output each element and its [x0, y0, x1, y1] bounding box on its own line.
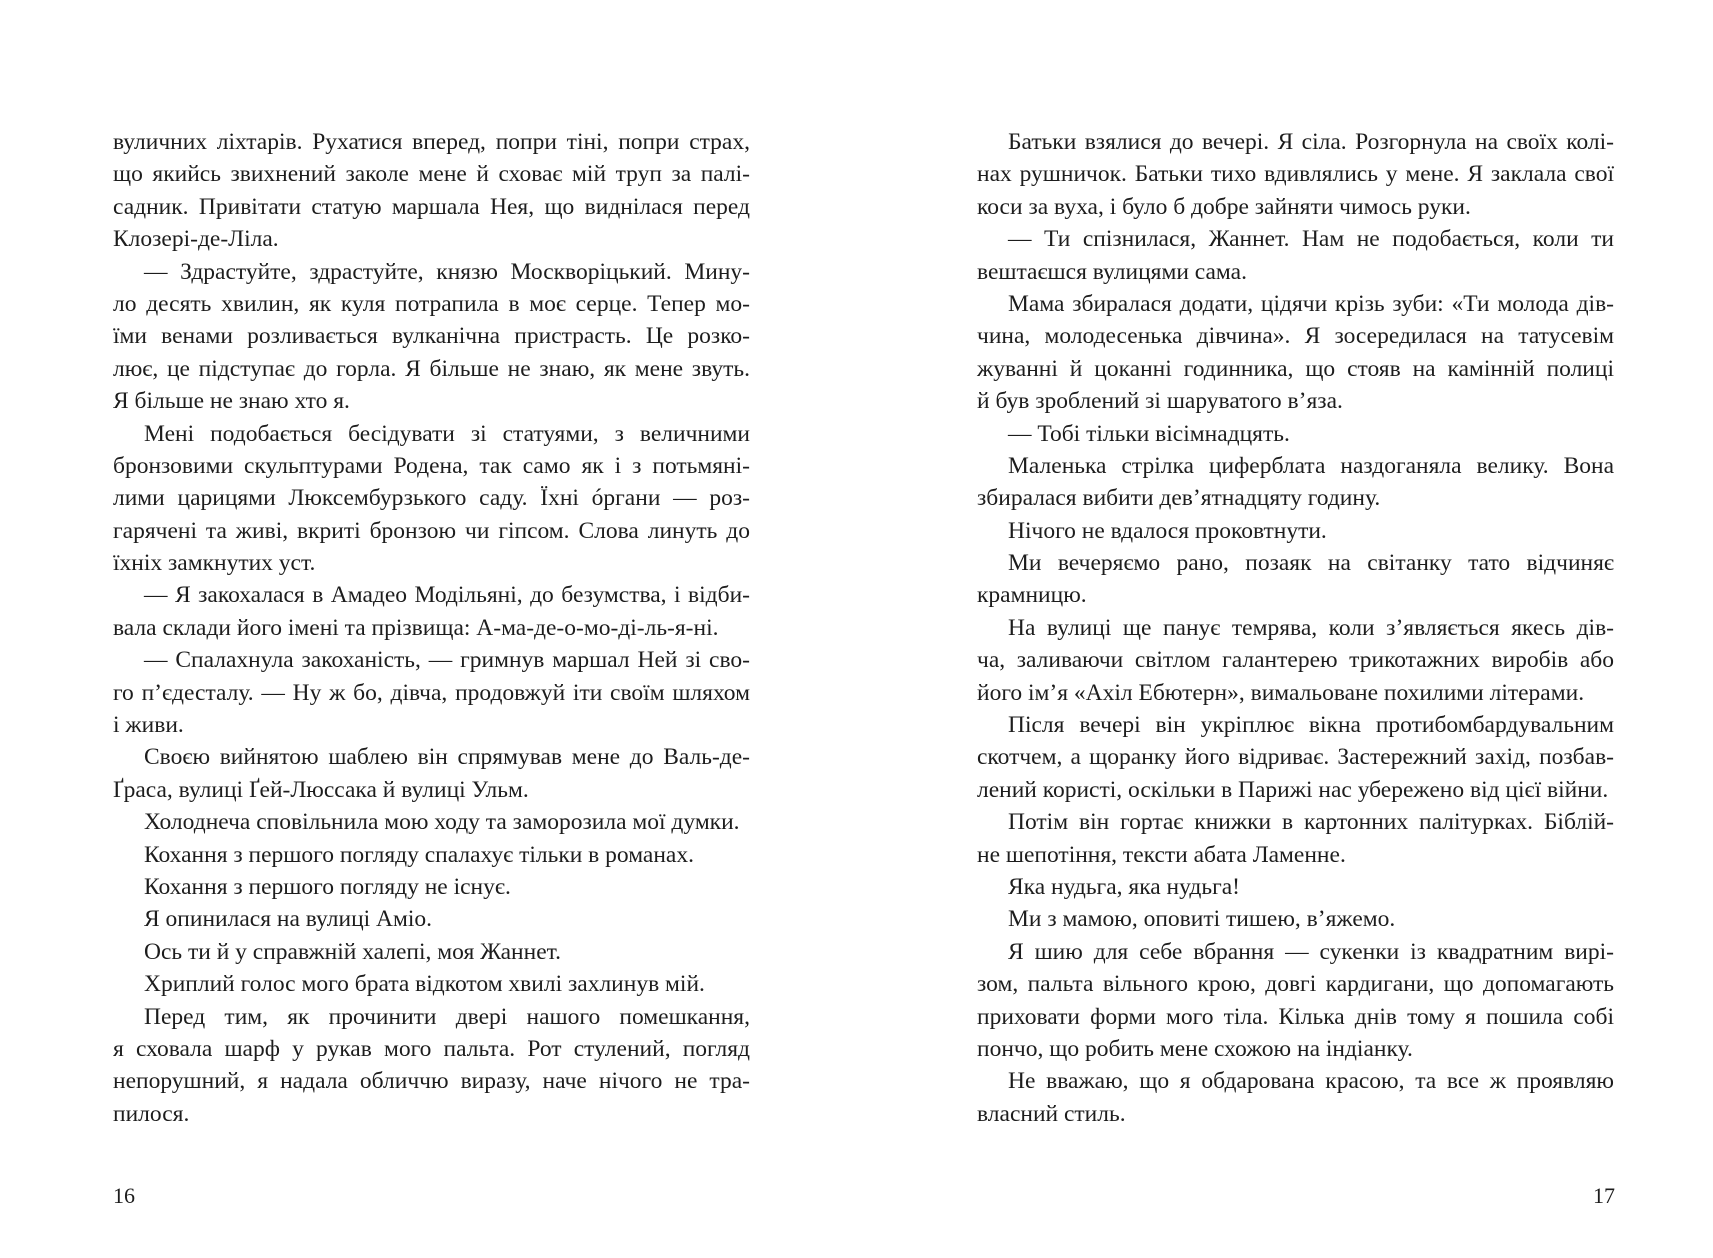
text-line: їхніх замкнутих уст.: [113, 550, 316, 577]
text-line: го п’єдесталу. — Ну ж бо, дівча, продовжуй іти своїм шляхом: [113, 679, 750, 706]
text-line: чина, молодесенька дівчина». Я зосередилася на татусевім: [977, 323, 1614, 350]
text-line: власний стиль.: [977, 1100, 1126, 1127]
text-line: Нічого не вдалося проковтнути.: [1008, 517, 1327, 544]
text-line: Перед тим, як прочинити двері нашого помешкання,: [144, 1003, 750, 1030]
text-line: не шепотіння, тексти абата Ламенне.: [977, 841, 1346, 868]
text-line: вуличних ліхтарів. Рухатися вперед, попри тіні, попри страх,: [113, 129, 750, 155]
text-line: Кохання з першого погляду спалахує тільки в романах.: [144, 841, 694, 868]
text-line: жуванні й цоканні годинника, що стояв на камінній полиці: [977, 355, 1614, 382]
text-line: лює, це підступає до горла. Я більше не знаю, як мене звуть.: [113, 355, 750, 382]
text-line: Після вечері він укріплює вікна протибомбардувальним: [1008, 712, 1614, 739]
text-line: бронзовими скульптурами Родена, так само як і з потьмяні-: [113, 452, 750, 479]
text-line: — Я закохалася в Амадео Модільяні, до безумства, і відби-: [144, 582, 750, 609]
text-line: нах рушничок. Батьки тихо вдивлялись у мене. Я заклала свої: [977, 161, 1614, 188]
text-line: приховати форми мого тіла. Кілька днів тому я пошила собі: [977, 1003, 1614, 1030]
text-line: пончо, що робить мене схожою на індіанку.: [977, 1035, 1413, 1062]
left-page: [0, 0, 856, 1258]
text-line: садник. Привітати статую маршала Нея, що виднілася перед: [113, 193, 750, 220]
text-line: Потім він гортає книжки в картонних палітурках. Біблій-: [1008, 809, 1614, 836]
text-line: його ім’я «Ахіл Ебютерн», вимальоване похилими літерами.: [977, 679, 1585, 706]
text-line: Я більше не знаю хто я.: [113, 388, 350, 415]
text-line: Мені подобається бесідувати зі статуями, з величними: [144, 420, 750, 447]
text-line: Маленька стрілка циферблата наздоганяла велику. Вона: [1008, 452, 1614, 479]
text-line: Ґраса, вулиці Ґей-Люссака й вулиці Ульм.: [113, 776, 529, 803]
text-line: вала склади його імені та прізвища: А-ма-де-о-мо-ді-ль-я-ні.: [113, 614, 719, 641]
text-line: я сховала шарф у рукав мого пальта. Рот стулений, погляд: [113, 1035, 750, 1062]
text-line: Я опинилася на вулиці Аміо.: [144, 906, 433, 933]
text-line: пилося.: [113, 1100, 190, 1127]
text-line: Хриплий голос мого брата відкотом хвилі захлинув мій.: [144, 971, 705, 998]
text-line: Не вважаю, що я обдарована красою, та все ж проявляю: [1008, 1068, 1614, 1095]
left-page-number: 16: [113, 1183, 135, 1208]
text-line: Кохання з першого погляду не існує.: [144, 873, 511, 900]
text-line: їми венами розливається вулканічна пристрасть. Це розко-: [113, 323, 750, 350]
text-line: — Спалахнула закоханість, — гримнув маршал Ней зі сво-: [144, 647, 750, 674]
text-line: й був зроблений зі шаруватого в’яза.: [977, 388, 1343, 415]
text-line: Мама збиралася додати, цідячи крізь зуби: «Ти молода дів-: [1008, 290, 1614, 317]
text-line: Своєю вийнятою шаблею він спрямував мене до Валь-де-: [144, 744, 750, 771]
right-page-number: 17: [1593, 1183, 1615, 1208]
text-line: лими царицями Люксембурзького саду. Їхні óргани — роз-: [113, 485, 750, 512]
left-page-text: [113, 126, 750, 1130]
text-line: вештаєшся вулицями сама.: [977, 258, 1247, 285]
text-line: — Ти спізнилася, Жаннет. Нам не подобається, коли ти: [1008, 226, 1614, 253]
text-line: Ми з мамою, оповиті тишею, в’яжемо.: [1008, 906, 1396, 933]
text-line: коси за вуха, і було б добре зайняти чимось руки.: [977, 193, 1471, 220]
text-line: непорушний, я надала обличчю виразу, наче нічого не тра-: [113, 1068, 750, 1095]
text-line: і живи.: [113, 712, 184, 739]
text-line: скотчем, а щоранку його відриває. Застережний захід, позбав-: [977, 744, 1614, 771]
text-line: лений користі, оскільки в Парижі нас убережено від цієї війни.: [977, 776, 1609, 803]
text-line: — Здрастуйте, здрастуйте, князю Москворіцький. Мину-: [144, 258, 750, 285]
text-line: Я шию для себе вбрання — сукенки із квадратним вирі-: [1008, 938, 1614, 965]
text-line: Батьки взялися до вечері. Я сіла. Розгорнула на своїх колі-: [1008, 129, 1614, 155]
text-line: Яка нудьга, яка нудьга!: [1008, 873, 1240, 900]
right-page: [857, 0, 1713, 1258]
text-line: зом, пальта вільного крою, довгі кардигани, що допомагають: [977, 971, 1614, 998]
text-line: крамницю.: [977, 582, 1087, 609]
text-line: Холоднеча сповільнила мою ходу та заморозила мої думки.: [144, 809, 740, 836]
text-line: На вулиці ще панує темрява, коли з’являється якесь дів-: [1008, 614, 1614, 641]
text-line: Ось ти й у справжній халепі, моя Жаннет.: [144, 938, 561, 965]
text-line: Клозері-де-Ліла.: [113, 226, 279, 253]
text-line: гарячені та живі, вкриті бронзою чи гіпсом. Слова линуть до: [113, 517, 750, 544]
text-line: збиралася вибити дев’ятнадцяту годину.: [977, 485, 1381, 512]
text-line: Ми вечеряємо рано, позаяк на світанку тато відчиняє: [1008, 550, 1614, 577]
text-line: ло десять хвилин, як куля потрапила в моє серце. Тепер мо-: [113, 290, 750, 317]
text-line: що якийсь звихнений заколе мене й сховає мій труп за палі-: [113, 161, 750, 188]
right-page-text: [977, 126, 1614, 1130]
text-line: — Тобі тільки вісімнадцять.: [1008, 420, 1290, 447]
text-line: ча, заливаючи світлом галантерею трикотажних виробів або: [977, 647, 1614, 674]
